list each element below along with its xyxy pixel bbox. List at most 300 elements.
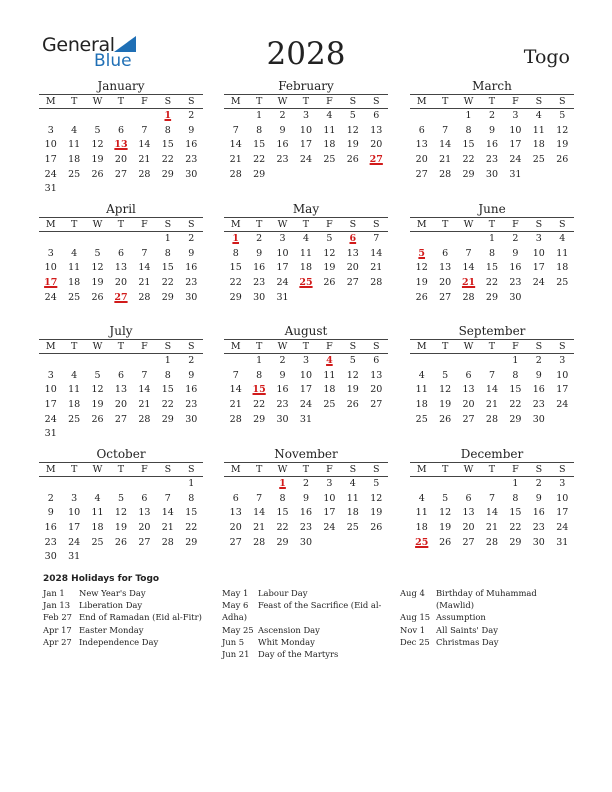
day-cell: 5 [373,478,380,489]
day-cell [156,477,179,492]
day-cell: 23 [532,399,545,411]
day-cell: 4 [418,492,425,504]
day-cell [551,168,574,183]
day-cell [527,168,550,183]
weekday-header-row [39,463,203,477]
month-november [224,447,388,550]
day-cell [341,291,364,306]
weekday-header: S [187,96,195,107]
day-cell: 29 [161,413,174,425]
day-cell: 23 [509,277,522,289]
day-cell: 27 [114,413,128,425]
weekday-header: S [535,341,543,352]
week-row [224,109,388,124]
day-cell: 28 [161,536,174,548]
day-cell: 29 [185,536,198,548]
day-cell [109,477,132,492]
day-cell: 3 [559,355,566,366]
week-row [39,354,203,369]
day-cell: 19 [439,522,452,534]
day-cell: 27 [462,413,475,425]
week-row [224,492,388,507]
holiday-day-cell: 1 [232,233,240,244]
weekday-header: T [117,219,125,230]
week-row [39,124,203,139]
day-cell: 31 [509,168,522,180]
day-cell: 8 [256,369,263,381]
weekday-header: F [326,341,333,352]
weekday-header: T [441,341,449,352]
day-cell: 12 [91,384,104,396]
day-cell: 21 [485,522,499,534]
day-cell: 24 [276,277,289,289]
day-cell: 17 [556,384,569,396]
day-cell [551,291,574,306]
day-cell [86,109,109,124]
weekday-header: S [164,96,172,107]
weekday-header: M [416,219,427,230]
weekday-header: M [230,219,241,230]
day-cell [180,550,203,565]
day-cell: 23 [276,154,289,166]
holiday-name: Independence Day [79,636,159,647]
day-cell [365,291,388,306]
day-cell: 15 [509,507,522,519]
holiday-name: Whit Monday [258,636,315,647]
weekday-header: S [558,219,566,230]
holiday-day-cell: 21 [461,277,476,289]
day-cell: 30 [299,536,313,548]
weekday-header: T [488,464,496,475]
weekday-header: F [512,341,519,352]
day-cell: 26 [91,291,104,303]
weekday-header: S [187,219,195,230]
day-cell: 3 [559,478,566,489]
week-row [224,261,388,276]
holiday-day-cell: 25 [415,536,429,548]
month-title: April [106,202,136,216]
day-cell [318,536,341,551]
month-title: February [278,79,334,93]
day-cell: 6 [141,492,148,504]
weekday-header: T [488,341,496,352]
holiday-date: May 25 [222,624,254,635]
day-cell: 16 [253,262,266,274]
day-cell: 14 [485,507,499,519]
day-cell: 14 [253,507,266,519]
day-cell [86,232,109,247]
weekday-header: S [349,96,357,107]
weekday-header: W [92,341,103,352]
day-cell: 5 [326,233,333,244]
weekday-header: S [349,464,357,475]
day-cell: 12 [439,384,452,396]
month-january [39,79,203,197]
holiday-date: Jan 1 [43,588,65,598]
day-cell [62,354,85,369]
day-cell: 27 [346,277,359,289]
holiday-name: Birthday of Muhammad (Mawlid) [436,588,537,611]
day-cell: 27 [370,399,383,411]
day-cell: 22 [253,154,266,166]
day-cell: 6 [373,355,380,366]
day-cell: 26 [323,277,336,289]
weekday-header: T [441,219,449,230]
day-cell: 11 [532,124,545,136]
day-cell: 30 [509,291,522,303]
day-cell [109,109,132,124]
week-row [39,492,203,507]
day-cell: 21 [138,277,151,289]
day-cell: 15 [509,384,522,396]
day-cell: 8 [256,124,263,136]
day-cell: 14 [138,139,151,151]
weekday-header: S [558,464,566,475]
day-cell: 29 [462,168,475,180]
day-cell: 21 [253,522,266,534]
weekday-header-row [410,95,574,109]
weekday-header: T [441,96,449,107]
day-cell: 16 [532,507,545,519]
week-row [39,232,203,247]
day-cell: 15 [161,384,174,396]
day-cell: 7 [256,492,263,504]
holiday-date: Dec 25 [400,636,430,647]
day-cell: 5 [349,355,356,366]
day-cell: 22 [229,277,242,289]
weekday-header-row [410,463,574,477]
day-cell [156,182,179,197]
day-cell [365,168,388,183]
day-cell: 2 [188,110,195,121]
day-cell: 8 [164,247,171,259]
country-name: Togo [523,46,570,68]
day-cell: 18 [68,399,81,411]
day-cell: 25 [532,154,545,166]
day-cell: 17 [556,507,569,519]
day-cell: 18 [68,154,81,166]
day-cell: 19 [91,399,104,411]
day-cell: 6 [232,492,239,504]
day-cell: 31 [68,551,81,563]
day-cell: 3 [71,492,78,504]
day-cell: 7 [488,369,495,381]
week-row [410,536,574,551]
day-cell: 16 [509,262,522,274]
day-cell: 13 [138,507,151,519]
day-cell [133,550,156,565]
day-cell: 20 [439,277,452,289]
day-cell: 25 [91,536,104,548]
day-cell: 8 [279,492,286,504]
weekday-header: S [558,341,566,352]
day-cell: 30 [253,291,266,303]
month-april [39,202,203,305]
holiday-date: Feb 27 [43,612,72,623]
day-cell [156,427,179,442]
logo-blue-text: Blue [94,51,132,71]
day-cell: 18 [415,399,428,411]
day-cell: 28 [138,291,151,303]
day-cell: 12 [91,139,104,151]
weekday-header: F [512,464,519,475]
day-cell: 15 [185,507,198,519]
holiday-column [43,587,219,648]
holiday-name: Ascension Day [258,624,320,635]
day-cell: 20 [370,139,383,151]
day-cell: 4 [535,110,542,121]
day-cell: 26 [91,168,104,180]
week-row [410,276,574,291]
day-cell [39,109,62,124]
day-cell: 9 [535,369,542,381]
day-cell [341,168,364,183]
day-cell: 2 [535,478,542,489]
day-cell: 22 [161,154,174,166]
week-row [224,153,388,168]
holiday-entry [43,611,219,623]
weekday-header: W [277,96,288,107]
day-cell: 16 [299,507,313,519]
holiday-day-cell: 15 [252,384,266,396]
day-cell: 20 [229,522,242,534]
day-cell: 15 [161,139,174,151]
day-cell: 5 [94,369,101,381]
day-cell: 8 [512,369,519,381]
day-cell: 1 [164,233,171,244]
day-cell: 30 [485,168,499,180]
weekday-header: S [372,96,380,107]
weekday-header: M [45,464,56,475]
month-june [410,202,574,305]
week-row [410,168,574,183]
day-cell: 23 [485,154,499,166]
weekday-header: T [117,96,125,107]
day-cell [86,354,109,369]
holiday-date: Aug 15 [400,612,431,623]
day-cell: 16 [185,139,198,151]
holiday-name: Feast of the Sacrifice (Eid al- [258,600,382,611]
week-row [410,153,574,168]
month-title: June [478,202,506,216]
week-row [39,276,203,291]
day-cell: 26 [91,413,104,425]
day-cell: 12 [556,124,569,136]
day-cell: 2 [188,233,195,244]
day-cell: 23 [532,522,545,534]
day-cell: 28 [253,536,266,548]
day-cell [62,232,85,247]
day-cell: 11 [323,124,336,136]
day-cell [62,109,85,124]
day-cell: 14 [439,139,452,151]
day-cell: 2 [302,478,309,489]
day-cell: 2 [256,233,263,244]
day-cell: 29 [509,536,522,548]
day-cell: 12 [370,492,383,504]
day-cell: 16 [276,384,289,396]
day-cell: 13 [370,369,383,381]
weekday-header: W [92,219,103,230]
day-cell: 17 [323,507,336,519]
day-cell: 24 [68,536,81,548]
day-cell: 27 [462,536,475,548]
day-cell [271,168,294,183]
weekday-header: F [326,464,333,475]
month-title: September [458,324,526,338]
holiday-entry [222,587,398,599]
weekday-header: W [463,96,474,107]
day-cell: 23 [299,522,313,534]
day-cell: 11 [346,492,359,504]
day-cell: 21 [229,154,242,166]
day-cell: 9 [256,247,263,259]
week-row [39,153,203,168]
day-cell: 11 [323,369,336,381]
day-cell: 8 [465,124,472,136]
week-row [39,291,203,306]
weekday-header: F [141,464,148,475]
day-cell [109,427,132,442]
day-cell: 14 [138,262,151,274]
week-row [410,398,574,413]
day-cell: 17 [299,139,313,151]
month-october [39,447,203,565]
day-cell: 21 [439,154,452,166]
week-row [410,232,574,247]
day-cell: 9 [188,247,195,259]
day-cell [480,477,503,492]
day-cell: 10 [556,492,569,504]
day-cell: 18 [415,522,428,534]
day-cell: 23 [185,154,198,166]
week-row [224,232,388,247]
day-cell: 7 [442,124,449,136]
day-cell [86,477,109,492]
day-cell: 11 [299,247,313,259]
weekday-header-row [410,218,574,232]
day-cell: 6 [465,492,472,504]
day-cell: 12 [415,262,428,274]
day-cell: 12 [346,124,359,136]
week-row [224,124,388,139]
day-cell: 30 [44,551,57,563]
week-row [39,427,203,442]
day-cell: 18 [68,277,81,289]
weekday-header: T [70,219,78,230]
day-cell: 13 [370,124,383,136]
weekday-header: W [277,464,288,475]
day-cell: 23 [253,277,266,289]
day-cell: 14 [161,507,174,519]
day-cell [86,427,109,442]
week-row [39,536,203,551]
day-cell: 1 [488,233,495,244]
day-cell: 23 [185,399,198,411]
day-cell: 28 [439,168,452,180]
day-cell: 28 [229,413,242,425]
day-cell: 11 [415,507,428,519]
day-cell: 19 [415,277,428,289]
day-cell: 16 [532,384,545,396]
day-cell: 6 [442,247,449,259]
month-march [410,79,574,182]
day-cell: 27 [415,168,428,180]
day-cell: 13 [439,262,452,274]
day-cell: 27 [138,536,151,548]
weekday-header: S [164,219,172,230]
day-cell: 9 [47,507,54,519]
weekday-header: S [349,341,357,352]
day-cell: 19 [114,522,128,534]
day-cell [156,550,179,565]
week-row [39,398,203,413]
day-cell [109,232,132,247]
week-row [410,291,574,306]
day-cell: 20 [462,522,475,534]
weekday-header: F [326,96,333,107]
week-row [39,506,203,521]
day-cell: 10 [68,507,81,519]
weekday-header: T [117,464,125,475]
day-cell: 14 [462,262,475,274]
weekday-header: M [416,464,427,475]
day-cell: 3 [302,355,309,366]
weekday-header: T [255,219,263,230]
day-cell: 31 [44,428,57,440]
day-cell: 20 [415,154,428,166]
holiday-entry [400,636,576,648]
day-cell: 4 [349,478,356,489]
day-cell: 12 [323,247,336,259]
day-cell [294,168,317,183]
day-cell: 8 [232,247,239,259]
weekday-header: T [488,219,496,230]
day-cell: 5 [559,110,566,121]
weekday-header: S [164,464,172,475]
day-cell: 4 [71,369,78,381]
day-cell [410,354,433,369]
day-cell: 29 [253,413,266,425]
day-cell: 23 [185,277,198,289]
day-cell [341,413,364,428]
day-cell: 16 [276,139,289,151]
day-cell: 6 [465,369,472,381]
weekday-header: T [488,96,496,107]
week-row [224,536,388,551]
day-cell: 6 [117,247,124,259]
day-cell: 28 [229,168,242,180]
week-row [410,354,574,369]
week-row [39,369,203,384]
day-cell [133,354,156,369]
week-row [410,383,574,398]
week-row [224,247,388,262]
day-cell [133,109,156,124]
day-cell [318,413,341,428]
day-cell: 22 [161,399,174,411]
day-cell: 5 [117,492,124,504]
day-cell: 17 [44,399,57,411]
day-cell: 11 [556,247,569,259]
day-cell: 24 [509,154,522,166]
day-cell [294,291,317,306]
day-cell: 8 [164,369,171,381]
week-row [410,492,574,507]
day-cell [86,550,109,565]
day-cell: 10 [299,124,313,136]
day-cell: 18 [299,262,313,274]
